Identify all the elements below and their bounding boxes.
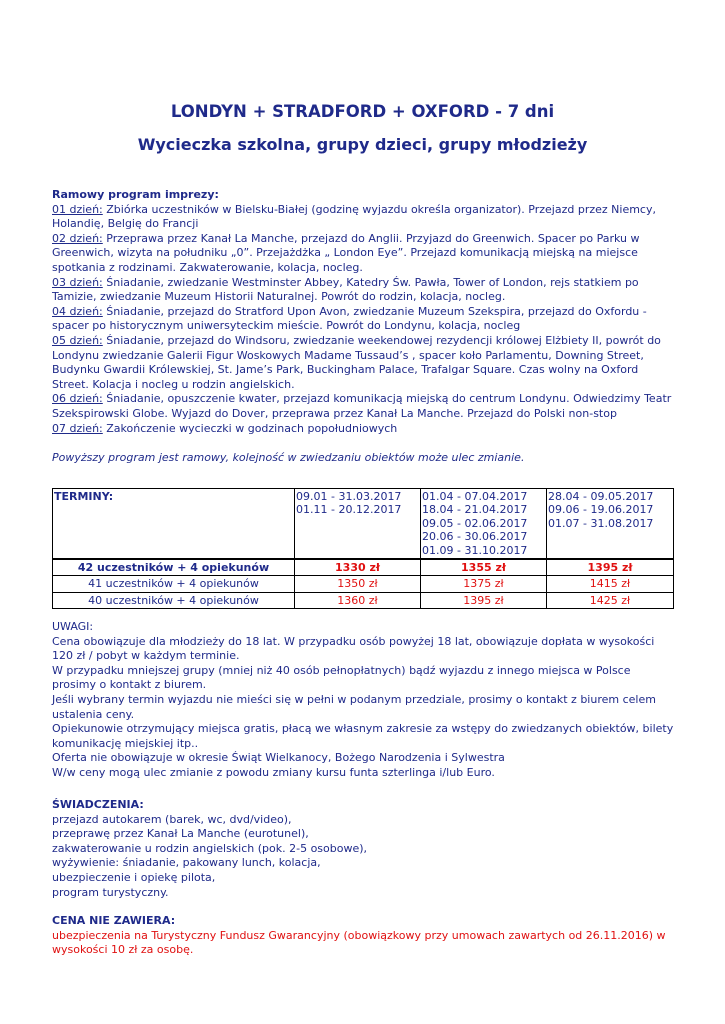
table-row bbox=[53, 559, 674, 576]
price-cell: 1395 zł bbox=[421, 592, 547, 608]
day-label: 01 dzień: bbox=[52, 202, 103, 216]
day-label: 04 dzień: bbox=[52, 304, 103, 318]
term-date: 09.01 - 31.03.2017 bbox=[296, 490, 402, 503]
terms-column-1 bbox=[295, 489, 421, 560]
program-day bbox=[52, 232, 674, 276]
price-cell: 1415 zł bbox=[547, 576, 674, 592]
price-excludes-section bbox=[52, 914, 674, 958]
services-section bbox=[52, 798, 674, 900]
price-cell: 1425 zł bbox=[547, 592, 674, 608]
price-cell: 1360 zł bbox=[295, 592, 421, 608]
price-cell: 1350 zł bbox=[295, 576, 421, 592]
day-label: 07 dzień: bbox=[52, 421, 103, 435]
term-date: 20.06 - 30.06.2017 bbox=[422, 530, 528, 544]
price-excludes-text: ubezpieczenia na Turystyczny Fundusz Gwarancyjny (obowiązkowy przy umowach zawartych od 26.11.2016) w wysokości 10 zł za osobę. bbox=[52, 928, 666, 957]
program-day bbox=[52, 305, 674, 334]
program-day bbox=[52, 392, 674, 421]
day-text: Śniadanie, przejazd do Windsoru, zwiedzanie weekendowej rezydencji królowej Elżbiety II, powrót do Londynu zwiedzanie Galerii Figur Woskowych Madame Tussaud’s , spacer koło Parlamentu, Downing Street, Budynku Gwardii Królewskiej, St. Jame’s Park, Buckingham Palace, Trafalgar Square. Czas wolny na Oxford Street. Kolacja i nocleg u rodzin angielskich. bbox=[52, 333, 661, 391]
day-text: Śniadanie, przejazd do Stratford Upon Avon, zwiedzanie Muzeum Szekspira, przejazd do Oxfordu - spacer po historycznym uniwersyteckim mieście. Powrót do Londynu, kolacja, nocleg bbox=[52, 304, 647, 333]
day-text: Śniadanie, zwiedzanie Westminster Abbey, Katedry Św. Pawła, Tower of London, rejs statkiem po Tamizie, zwiedzanie Muzeum Historii Naturalnej. Powrót do rodzin, kolacja, nocleg. bbox=[52, 275, 639, 304]
program-note: Powyższy program jest ramowy, kolejność w zwiedzaniu obiektów może ulec zmianie. bbox=[52, 451, 525, 464]
term-date: 28.04 - 09.05.2017 bbox=[548, 490, 654, 503]
day-label: 05 dzień: bbox=[52, 333, 103, 347]
price-cell: 1375 zł bbox=[421, 576, 547, 592]
price-cell: 1355 zł bbox=[421, 559, 547, 576]
day-text: Zakończenie wycieczki w godzinach popołudniowych bbox=[102, 421, 398, 435]
terms-header-label: TERMINY: bbox=[53, 489, 295, 560]
term-date: 18.04 - 21.04.2017 bbox=[422, 503, 528, 517]
program-day bbox=[52, 422, 674, 437]
service-item: przeprawę przez Kanał La Manche (eurotunel), bbox=[52, 827, 309, 841]
day-text: Zbiórka uczestników w Bielsku-Białej (godzinę wyjazdu określa organizator). Przejazd przez Niemcy, Holandię, Belgię do Francji bbox=[52, 202, 656, 231]
terms-column-2 bbox=[421, 489, 547, 560]
price-cell: 1395 zł bbox=[547, 559, 674, 576]
program-day bbox=[52, 276, 674, 305]
remark-line: Opiekunowie otrzymujący miejsca gratis, płacą we własnym zakresie za wstępy do zwiedzanych obiektów, bilety komunikację miejskiej itp.. bbox=[52, 722, 674, 750]
table-row bbox=[53, 592, 674, 608]
program-section bbox=[52, 188, 674, 436]
remarks-heading: UWAGI: bbox=[52, 620, 94, 633]
terms-column-3 bbox=[547, 489, 674, 560]
services-heading: ŚWIADCZENIA: bbox=[52, 798, 144, 811]
program-day bbox=[52, 334, 674, 392]
service-item: wyżywienie: śniadanie, pakowany lunch, kolacja, bbox=[52, 856, 321, 870]
price-excludes-heading: CENA NIE ZAWIERA: bbox=[52, 914, 176, 927]
group-size-label: 40 uczestników + 4 opiekunów bbox=[53, 592, 295, 608]
group-size-label: 42 uczestników + 4 opiekunów bbox=[53, 559, 295, 576]
page-subtitle: Wycieczka szkolna, grupy dzieci, grupy młodzieży bbox=[137, 135, 588, 154]
service-item: ubezpieczenie i opiekę pilota, bbox=[52, 870, 216, 884]
service-item: program turystyczny. bbox=[52, 885, 169, 899]
service-item: przejazd autokarem (barek, wc, dvd/video), bbox=[52, 812, 292, 826]
program-heading: Ramowy program imprezy: bbox=[52, 188, 219, 201]
remarks-section bbox=[52, 620, 674, 781]
day-label: 06 dzień: bbox=[52, 392, 103, 406]
table-header-row bbox=[53, 489, 674, 560]
price-table bbox=[52, 488, 674, 609]
term-date: 09.06 - 19.06.2017 bbox=[548, 503, 654, 517]
page-title: LONDYN + STRADFORD + OXFORD - 7 dni bbox=[170, 102, 555, 121]
day-label: 02 dzień: bbox=[52, 231, 103, 245]
remark-line: Oferta nie obowiązuje w okresie Świąt Wielkanocy, Bożego Narodzenia i Sylwestra bbox=[52, 751, 505, 765]
term-date: 01.07 - 31.08.2017 bbox=[548, 516, 654, 530]
price-cell: 1330 zł bbox=[295, 559, 421, 576]
remark-line: W przypadku mniejszej grupy (mniej niż 40 osób pełnopłatnych) bądź wyjazdu z innego miejsca w Polsce prosimy o kontakt z biurem. bbox=[52, 663, 631, 692]
term-date: 01.04 - 07.04.2017 bbox=[422, 490, 528, 503]
remark-line: Jeśli wybrany termin wyjazdu nie mieści się w pełni w podanym przedziale, prosimy o kontakt z biurem celem ustalenia ceny. bbox=[52, 692, 656, 721]
term-date: 01.11 - 20.12.2017 bbox=[296, 503, 402, 517]
table-row bbox=[53, 576, 674, 592]
day-text: Śniadanie, opuszczenie kwater, przejazd komunikacją miejską do centrum Londynu. Odwiedzimy Teatr Szekspirowski Globe. Wyjazd do Dover, przeprawa przez Kanał La Manche. Przejazd do Polski non-stop bbox=[52, 392, 672, 420]
day-text: Przeprawa przez Kanał La Manche, przejazd do Anglii. Przyjazd do Greenwich. Spacer po Parku w Greenwich, wizyta na południku „0”. Przejażdżka „ London Eye”. Przejazd komunikacją miejską na miejsce spotkania z rodzinami. Zakwaterowanie, kolacja, nocleg. bbox=[52, 231, 640, 274]
service-item: zakwaterowanie u rodzin angielskich (pok. 2-5 osobowe), bbox=[52, 841, 368, 855]
term-date: 09.05 - 02.06.2017 bbox=[422, 516, 528, 530]
group-size-label: 41 uczestników + 4 opiekunów bbox=[53, 576, 295, 592]
program-day bbox=[52, 203, 674, 232]
term-date: 01.09 - 31.10.2017 bbox=[422, 543, 528, 557]
remark-line: W/w ceny mogą ulec zmianie z powodu zmiany kursu funta szterlinga i/lub Euro. bbox=[52, 765, 495, 779]
day-label: 03 dzień: bbox=[52, 275, 103, 289]
remark-line: Cena obowiązuje dla młodzieży do 18 lat. W przypadku osób powyżej 18 lat, obowiązuje dopłata w wysokości 120 zł / pobyt w każdym terminie. bbox=[52, 634, 655, 663]
